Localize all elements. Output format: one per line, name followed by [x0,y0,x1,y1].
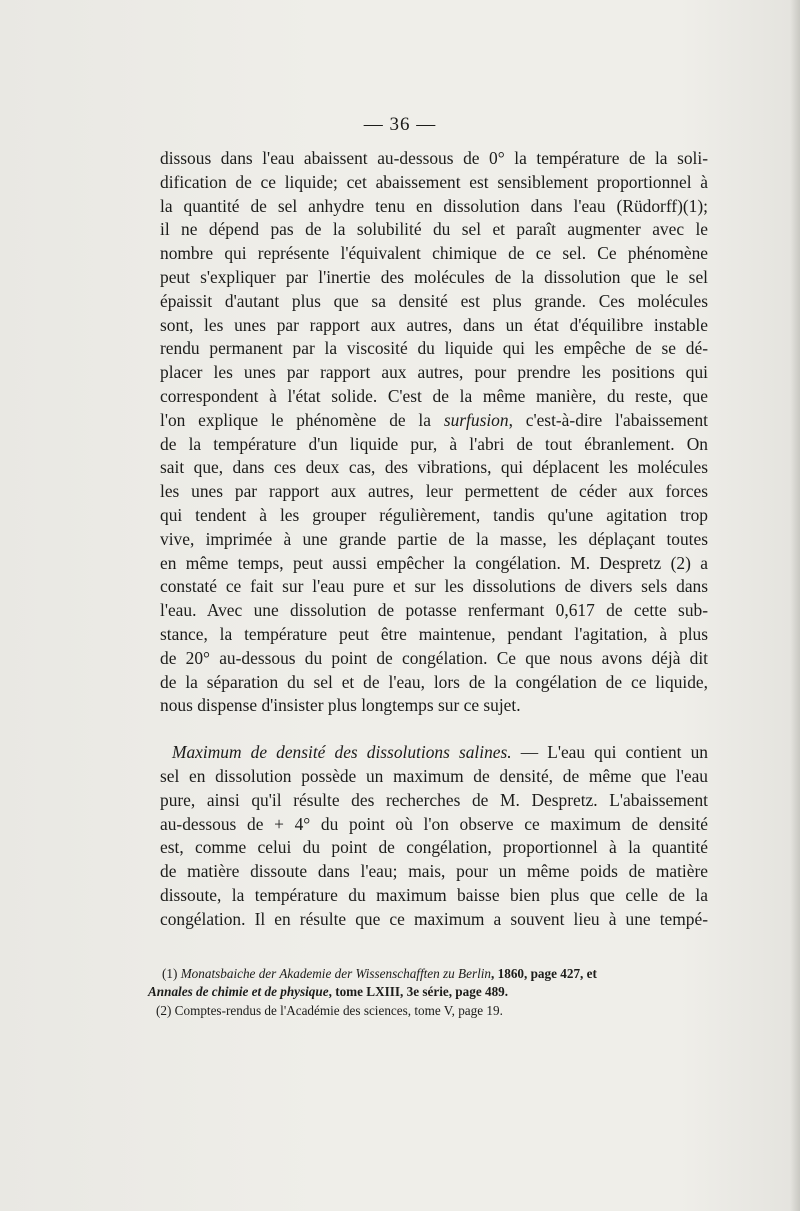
section-heading-tail: — L'eau qui contient un [511,742,708,763]
footnotes [148,965,714,1020]
footnote-1b-title: Annales de chimie et de physique [148,984,329,1000]
text-line: au-dessous de + 4° du point où l'on observe ce maximum de densité [160,813,708,834]
text-line: épaissit d'autant plus que sa densité est plus grande. Ces molécules [160,290,708,311]
text-line: dissous dans l'eau abaissent au-dessous de 0° la température de la soli- [160,148,708,168]
text-line: de la température d'un liquide pur, à l'abri de tout ébranlement. On [160,433,708,454]
text-line: constaté ce fait sur l'eau pure et sur les dissolutions de divers sels dans [160,576,708,597]
text-line: correspondent à l'état solide. C'est de la même manière, du reste, que [160,385,708,406]
text-line: pure, ainsi qu'il résulte des recherches de M. Despretz. L'abaissement [160,789,708,810]
text-line: placer les unes par rapport aux autres, pour prendre les positions qui [160,362,708,383]
text-line-surfusion [160,409,708,433]
text-line: stance, la température peut être maintenue, pendant l'agitation, à plus [160,623,708,644]
text-line: la quantité de sel anhydre tenu en dissolution dans l'eau (Rüdorff)(1); [160,195,708,216]
text-line: de matière dissoute dans l'eau; mais, pour un même poids de matière [160,861,708,882]
text-line: il ne dépend pas de la solubilité du sel et paraît augmenter avec le [160,219,708,240]
footnote-2: (2) Comptes-rendus de l'Académie des sciences, tome V, page 19. [156,1002,503,1018]
text-line: est, comme celui du point de congélation, proportionnel à la quantité [160,837,708,858]
text-line: sont, les unes par rapport aux autres, dans un état d'équilibre instable [160,314,708,335]
text-line: peut s'expliquer par l'inertie des molécules de la dissolution que le sel [160,266,708,287]
footnote-1b-rest: , tome LXIII, 3e série, page 489. [328,984,509,1000]
text-line: vive, imprimée à une grande partie de la masse, les déplaçant toutes [160,528,708,549]
text-line: congélation. Il en résulte que ce maximum a souvent lieu à une tempé- [160,908,708,929]
text-line: les unes par rapport aux autres, leur permettent de céder aux forces [160,481,708,502]
text-line: l'eau. Avec une dissolution de potasse renfermant 0,617 de cette sub- [160,600,708,621]
surfusion-lead: l'on explique le phénomène de la [160,409,444,430]
text-line: de 20° au-dessous du point de congélation. Ce que nous avons déjà dit [160,647,708,668]
footnote-1-title: Monatsbaiche der Akademie der Wissenschafften zu Berlin [180,966,492,981]
text-line: dification de ce liquide; cet abaissement est sensiblement proportionnel à [160,171,708,192]
surfusion-word: surfusion [443,409,509,430]
text-line: rendu permanent par la viscosité du liquide qui les empêche de se dé- [160,338,708,359]
paragraph-gap [160,718,708,741]
text-line: sel en dissolution possède un maximum de densité, de même que l'eau [160,765,708,786]
text-line: sait que, dans ces deux cas, des vibrations, qui déplacent les molécules [160,457,708,478]
text-line: dissoute, la température du maximum baisse bien plus que celle de la [160,884,708,905]
text-line: nombre qui représente l'équivalent chimique de ce sel. Ce phénomène [160,243,708,264]
text-line: de la séparation du sel et de l'eau, lors de la congélation de ce liquide, [160,671,708,692]
surfusion-tail: , c'est-à-dire l'abaissement [508,409,709,430]
page-number: — 36 — [363,114,437,135]
page-edge-shadow [790,0,800,1211]
text-line: nous dispense d'insister plus longtemps sur ce sujet. [160,695,521,716]
text-line: en même temps, peut aussi empêcher la congélation. M. Despretz (2) a [160,552,708,573]
footnote-1-rest: , 1860, page 427, et [491,966,597,981]
section-heading-line [160,741,708,765]
footnote-1 [148,965,714,983]
section-heading: Maximum de densité des dissolutions salines. [172,742,512,763]
footnote-1b [148,983,714,1001]
text-line: qui tendent à les grouper régulièrement, tandis qu'une agitation trop [160,504,708,525]
main-text [160,147,708,932]
footnote-1-number: (1) [162,966,181,981]
